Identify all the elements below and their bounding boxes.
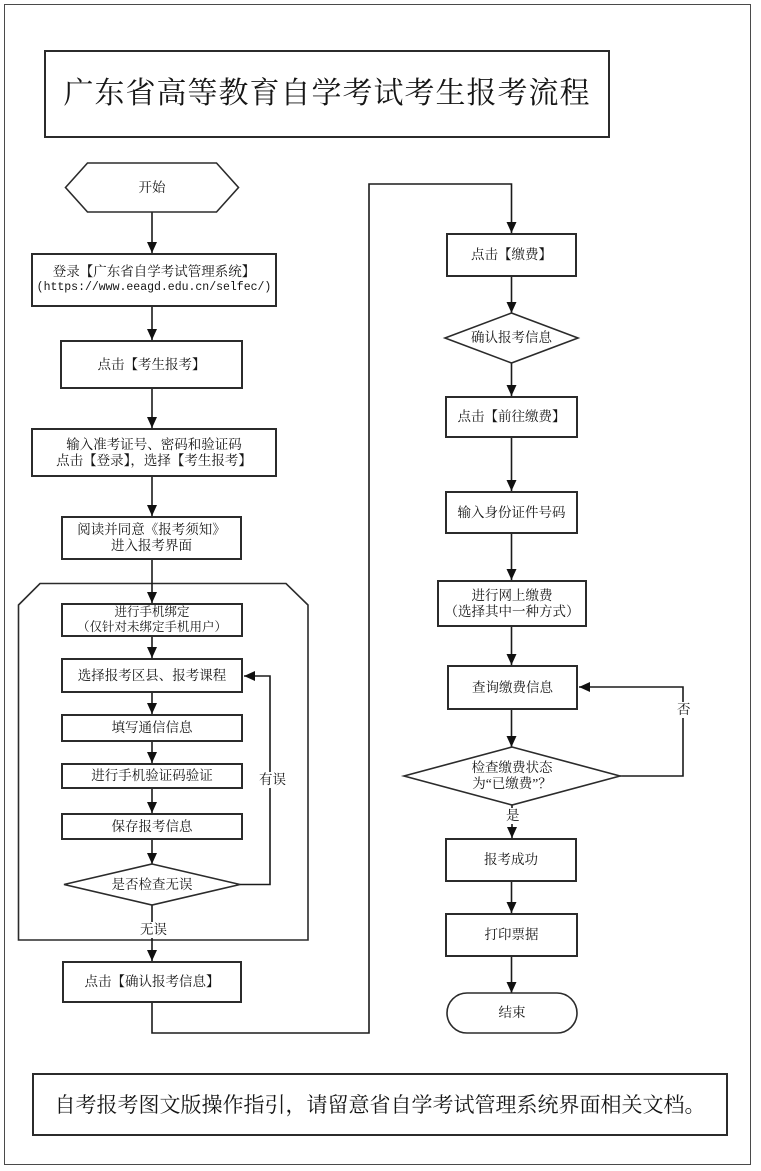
read-agree-node: 阅读并同意《报考须知》 进入报考界面 bbox=[61, 516, 242, 560]
enter-credentials-node: 输入准考证号、密码和验证码 点击【登录】，选择【考生报考】 bbox=[31, 428, 277, 477]
print-receipt-node: 打印票据 bbox=[445, 913, 578, 957]
confirm-pay-info-node: 确认报考信息 bbox=[471, 330, 552, 345]
fill-contact-node: 填写通信信息 bbox=[61, 714, 243, 742]
check-ok-node: 是否检查无误 bbox=[111, 876, 193, 892]
edge-label-has-error: 有误 bbox=[259, 772, 286, 787]
click-pay-node: 点击【缴费】 bbox=[446, 233, 577, 277]
click-register-node: 点击【考生报考】 bbox=[60, 340, 243, 389]
go-pay-node: 点击【前往缴费】 bbox=[445, 396, 578, 438]
bind-phone-node: 进行手机绑定 （仅针对未绑定手机用户） bbox=[61, 603, 243, 637]
select-course-node: 选择报考区县、报考课程 bbox=[61, 658, 243, 693]
edge-label-no-error: 无误 bbox=[140, 922, 167, 937]
footer-box bbox=[32, 1073, 728, 1136]
edge-label-yes: 是 bbox=[506, 808, 520, 823]
save-info-node: 保存报考信息 bbox=[61, 813, 243, 840]
page-title: 广东省高等教育自学考试考生报考流程 bbox=[63, 77, 591, 110]
sms-verify-node: 进行手机验证码验证 bbox=[61, 763, 243, 789]
check-paid-node: 检查缴费状态 为“已缴费”？ bbox=[471, 760, 553, 791]
title-box bbox=[44, 50, 610, 138]
footer-text: 自考报考图文版操作指引，请留意省自学考试管理系统界面相关文档。 bbox=[54, 1092, 706, 1117]
system-url: (https://www.eeagd.edu.cn/selfec/) bbox=[36, 281, 272, 294]
query-pay-node: 查询缴费信息 bbox=[447, 665, 578, 710]
edge-label-no: 否 bbox=[677, 702, 691, 717]
online-pay-node: 进行网上缴费 （选择其中一种方式） bbox=[437, 580, 587, 627]
success-node: 报考成功 bbox=[445, 838, 577, 882]
start-node: 开始 bbox=[138, 179, 166, 195]
confirm-info-node: 点击【确认报考信息】 bbox=[62, 961, 242, 1003]
enter-id-node: 输入身份证件号码 bbox=[445, 491, 578, 534]
login-system-node: 登录【广东省自学考试管理系统】 (https://www.eeagd.edu.cn/selfec/) bbox=[31, 253, 277, 307]
end-node: 结束 bbox=[498, 1005, 526, 1020]
